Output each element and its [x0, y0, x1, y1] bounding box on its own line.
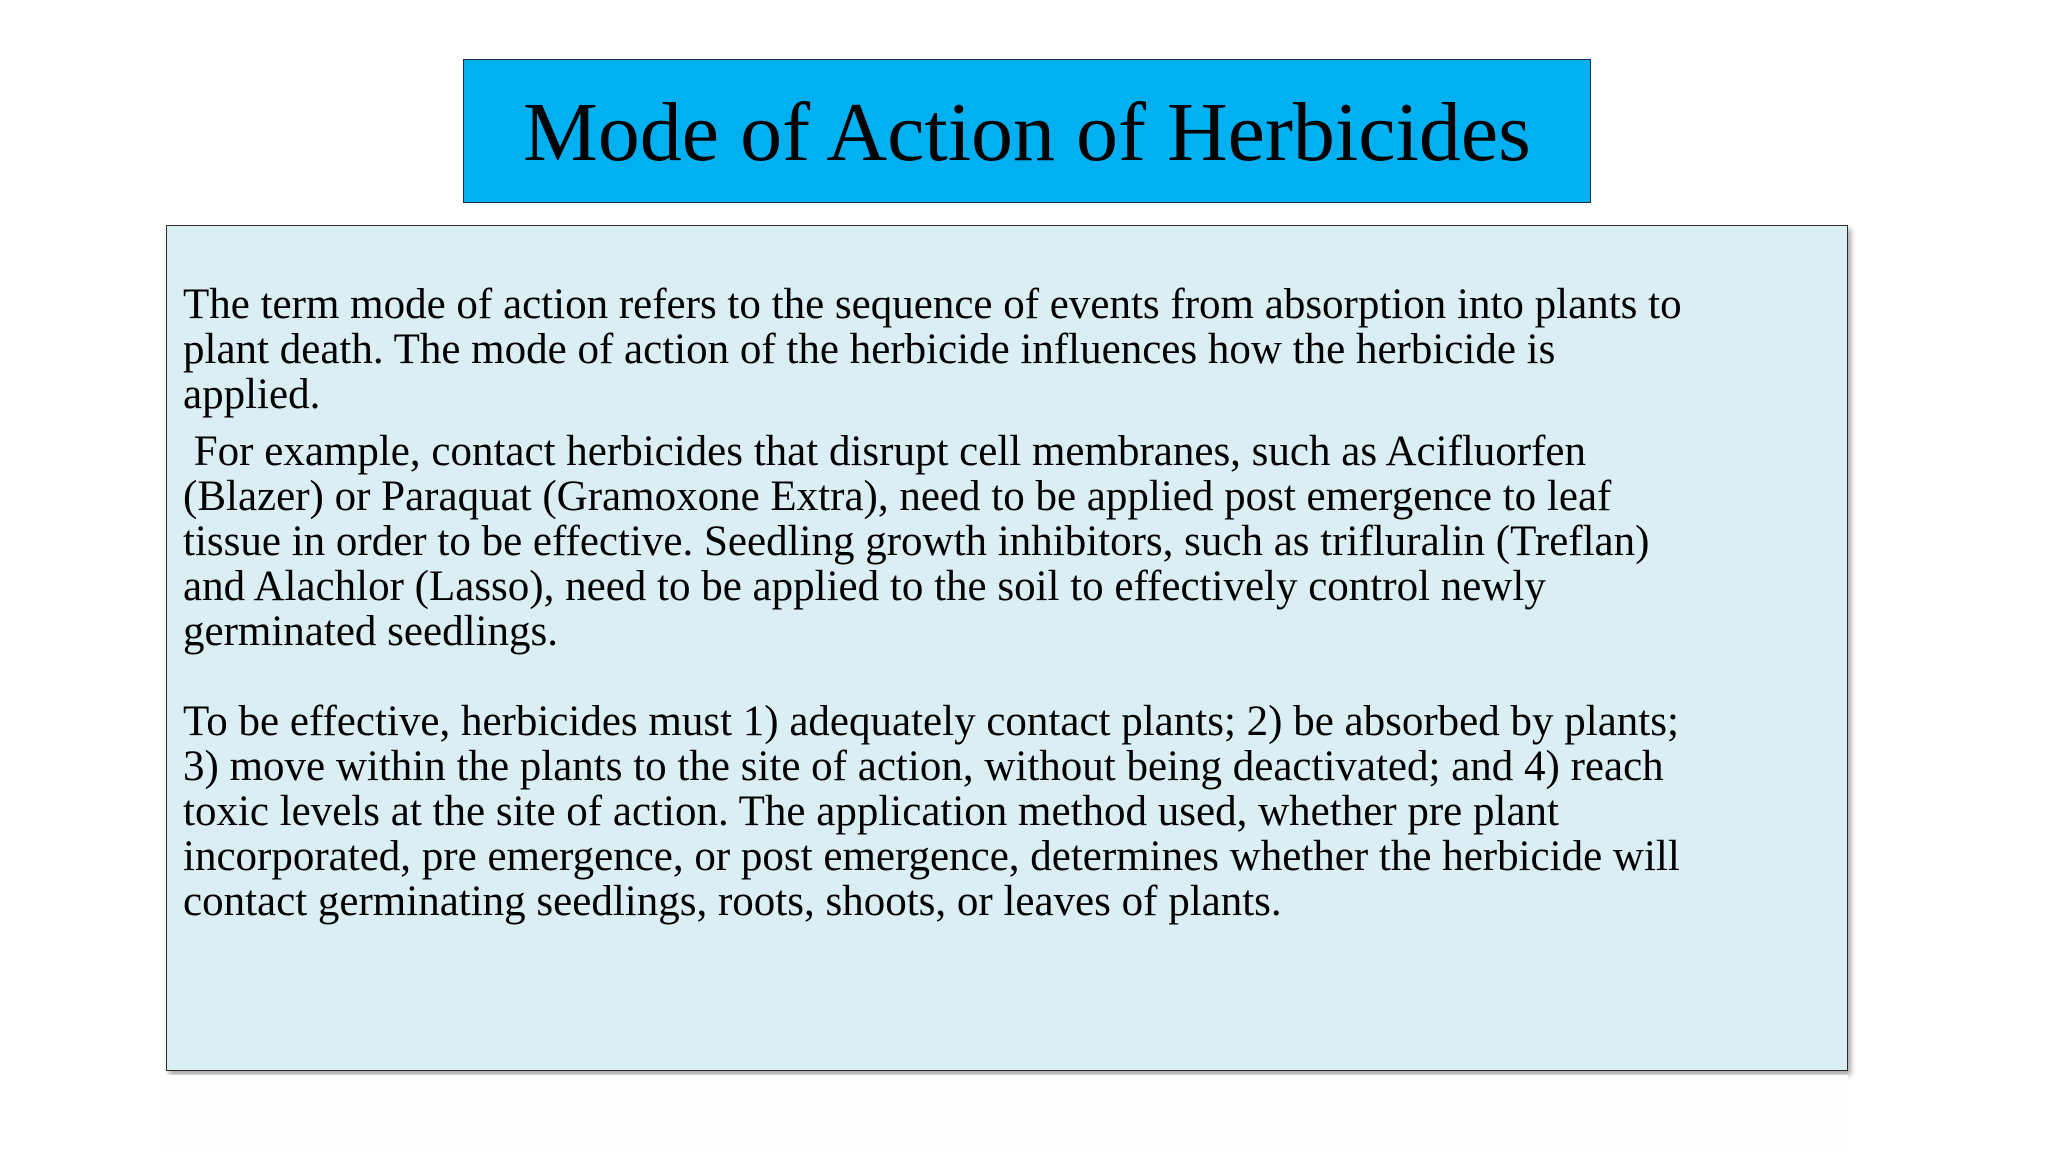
text-line: The term mode of action refers to the sequence of events from absorption into plants to [183, 281, 1682, 328]
paragraph-example [183, 429, 1831, 654]
footer-area [166, 1075, 1848, 1152]
text-line: applied. [183, 371, 321, 418]
paragraph-effectiveness [183, 699, 1831, 924]
paragraph-definition [183, 282, 1831, 417]
text-line: To be effective, herbicides must 1) adequately contact plants; 2) be absorbed by plants; [183, 698, 1679, 745]
text-line: incorporated, pre emergence, or post emergence, determines whether the herbicide will [183, 833, 1680, 880]
text-line: (Blazer) or Paraquat (Gramoxone Extra), need to be applied post emergence to leaf [183, 473, 1612, 520]
text-line: tissue in order to be effective. Seedling growth inhibitors, such as trifluralin (Treflan) [183, 518, 1650, 565]
text-line: 3) move within the plants to the site of action, without being deactivated; and 4) reach [183, 743, 1664, 790]
text-line: For example, contact herbicides that disrupt cell membranes, such as Acifluorfen [183, 428, 1587, 475]
text-line: contact germinating seedlings, roots, shoots, or leaves of plants. [183, 878, 1282, 925]
text-line: plant death. The mode of action of the herbicide influences how the herbicide is [183, 326, 1556, 373]
text-line: and Alachlor (Lasso), need to be applied to the soil to effectively control newly [183, 563, 1546, 610]
text-line: toxic levels at the site of action. The application method used, whether pre plant [183, 788, 1559, 835]
content-panel [166, 225, 1848, 1071]
text-line: germinated seedlings. [183, 608, 558, 655]
content-text [183, 282, 1831, 924]
title-banner [463, 59, 1591, 203]
slide-title: Mode of Action of Herbicides [523, 86, 1531, 179]
